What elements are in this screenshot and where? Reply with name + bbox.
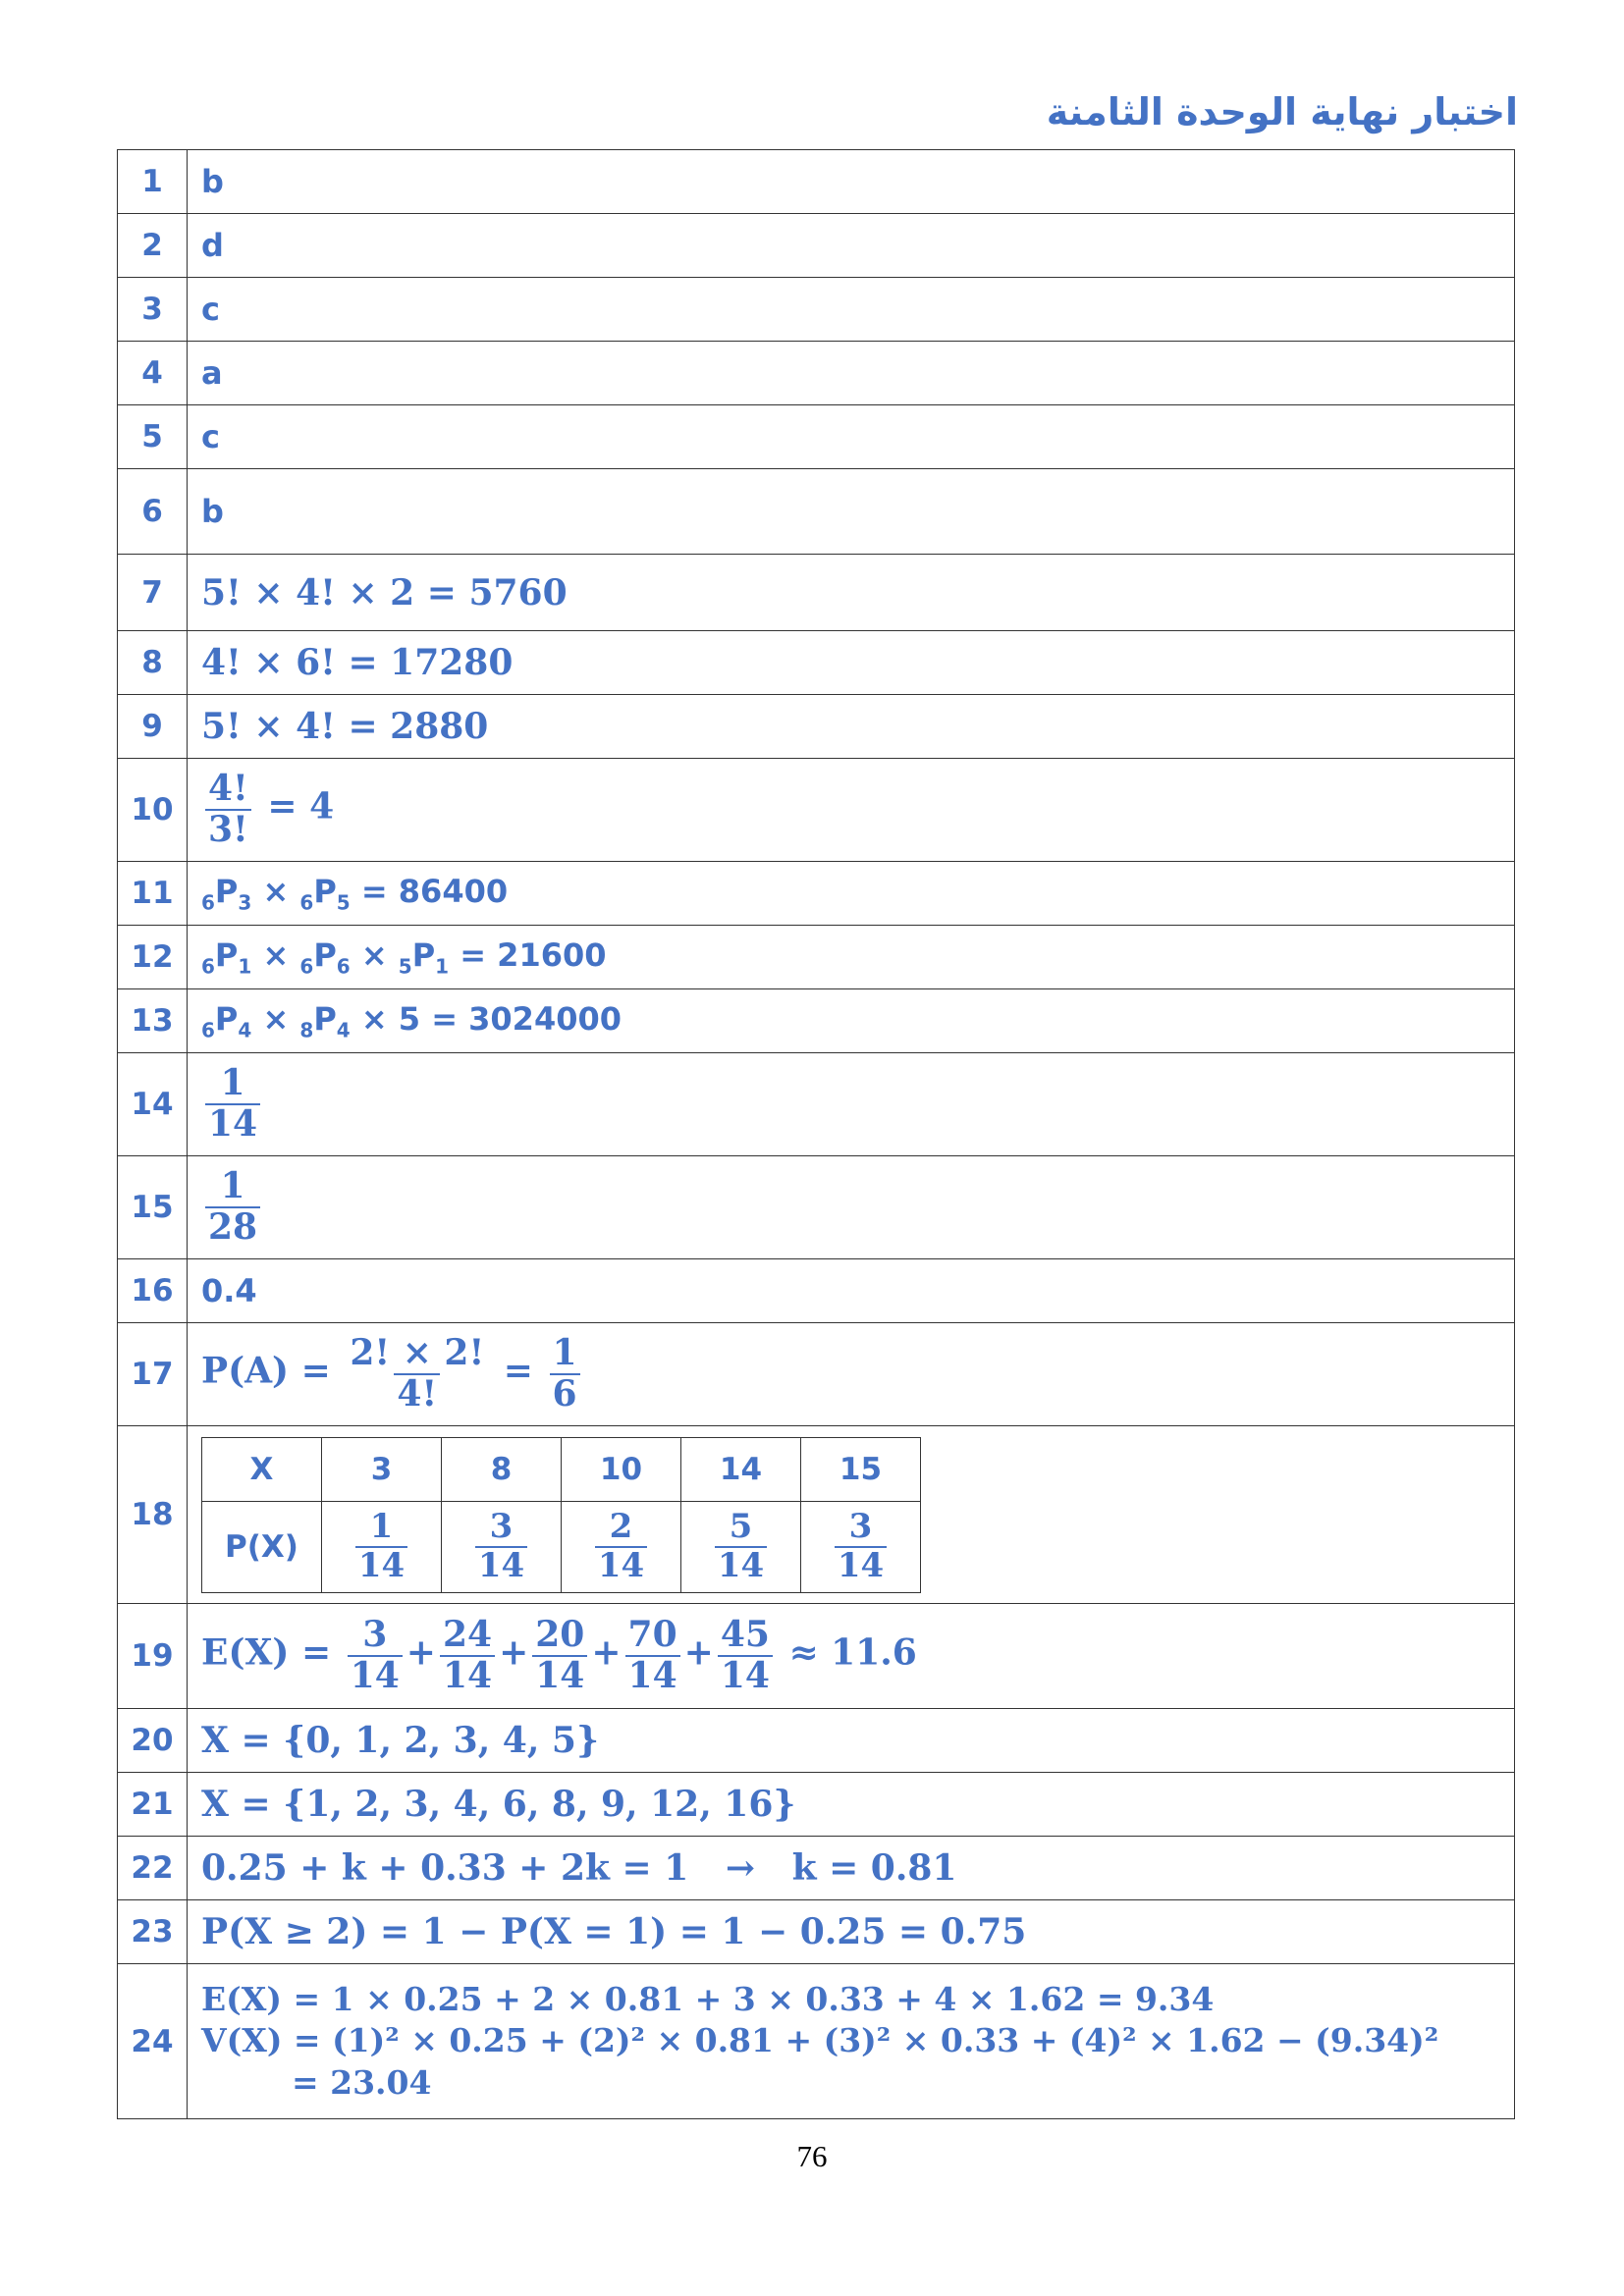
answer-formula: $_6P_4 \times _8P_4 \times 5 = 3024000$ xyxy=(188,989,1515,1053)
p-value xyxy=(322,1501,442,1592)
fraction-denominator: 14 xyxy=(718,1655,773,1696)
table-row xyxy=(118,1964,1515,2119)
fraction-numerator: 5 xyxy=(729,1507,753,1547)
fraction-numerator: 3 xyxy=(362,1614,388,1656)
fraction-denominator: 14 xyxy=(532,1655,587,1696)
fraction-denominator: 14 xyxy=(595,1546,647,1584)
fraction-numerator: 1 xyxy=(220,1062,245,1104)
page-title: اختبار نهاية الوحدة الثامنة xyxy=(1046,90,1518,133)
table-row xyxy=(118,342,1515,405)
expectation-line: E(X) = 1 × 0.25 + 2 × 0.81 + 3 × 0.33 + 4 × 1.62 = 9.34 xyxy=(201,1980,1215,2019)
fraction-denominator: 28 xyxy=(205,1206,260,1248)
table-row xyxy=(118,759,1515,862)
answer: c xyxy=(188,405,1515,469)
table-row xyxy=(118,1837,1515,1900)
fraction-denominator: 3! xyxy=(205,809,251,850)
answer-formula: P(X ≥ 2) = 1 − P(X = 1) = 1 − 0.25 = 0.75 xyxy=(188,1900,1515,1964)
question-number: 7 xyxy=(118,555,188,631)
x-header: X xyxy=(202,1437,322,1501)
question-number: 18 xyxy=(118,1426,188,1604)
table-row xyxy=(118,989,1515,1053)
fraction xyxy=(347,1334,487,1414)
answer: a xyxy=(188,342,1515,405)
plus-sign: + xyxy=(683,1632,714,1674)
table-row xyxy=(118,1604,1515,1709)
question-number: 24 xyxy=(118,1964,188,2119)
question-number: 1 xyxy=(118,150,188,214)
fraction xyxy=(550,1334,580,1414)
question-number: 2 xyxy=(118,214,188,278)
fraction-denominator: 14 xyxy=(835,1546,887,1584)
answer-result: = 86400 xyxy=(360,872,509,910)
table-row xyxy=(118,926,1515,989)
question-number: 8 xyxy=(118,631,188,695)
answer-formula xyxy=(188,1323,1515,1426)
p-value xyxy=(442,1501,562,1592)
fraction xyxy=(205,1064,260,1144)
question-number: 13 xyxy=(118,989,188,1053)
fraction-denominator: 14 xyxy=(205,1103,260,1145)
answer-formula: 5! × 4! = 2880 xyxy=(188,695,1515,759)
p-header: P(X) xyxy=(202,1501,322,1592)
fraction-numerator: 2! × 2! xyxy=(350,1332,485,1374)
fraction-denominator: 14 xyxy=(715,1546,767,1584)
x-value: 3 xyxy=(322,1437,442,1501)
answer-formula xyxy=(188,1604,1515,1709)
question-number: 22 xyxy=(118,1837,188,1900)
fraction-denominator: 4! xyxy=(394,1373,440,1415)
answer-formula: $_6P_1 \times _6P_6 \times _5P_1 = 21600$ xyxy=(188,926,1515,989)
fraction-denominator: 14 xyxy=(348,1655,403,1696)
answer-formula xyxy=(188,1964,1515,2119)
question-number: 21 xyxy=(118,1773,188,1837)
plus-sign: + xyxy=(591,1632,622,1674)
fraction-numerator: 24 xyxy=(442,1614,493,1656)
answer-formula: 0.25 + k + 0.33 + 2k = 1 → k = 0.81 xyxy=(188,1837,1515,1900)
question-number: 15 xyxy=(118,1156,188,1259)
formula-lhs: E(X) = xyxy=(201,1632,332,1674)
fraction-numerator: 3 xyxy=(848,1507,873,1547)
table-row xyxy=(118,555,1515,631)
x-value: 10 xyxy=(562,1437,681,1501)
answer: b xyxy=(188,469,1515,555)
table-row xyxy=(118,405,1515,469)
table-row xyxy=(118,214,1515,278)
approx-result: ≈ 11.6 xyxy=(788,1632,917,1674)
distribution-cell xyxy=(188,1426,1515,1604)
variance-line: V(X) = (1)² × 0.25 + (2)² × 0.81 + (3)² × 0.33 + (4)² × 1.62 − (9.34)² xyxy=(201,2021,1439,2060)
question-number: 9 xyxy=(118,695,188,759)
p-value xyxy=(681,1501,801,1592)
p-value xyxy=(562,1501,681,1592)
answer: c xyxy=(188,278,1515,342)
fraction-numerator: 3 xyxy=(489,1507,514,1547)
fraction-denominator: 14 xyxy=(355,1546,407,1584)
fraction-denominator: 14 xyxy=(440,1655,495,1696)
fraction-numerator: 45 xyxy=(720,1614,770,1656)
table-row xyxy=(118,1709,1515,1773)
table-row xyxy=(118,1259,1515,1323)
table-row xyxy=(118,1900,1515,1964)
plus-sign: + xyxy=(499,1632,529,1674)
table-row xyxy=(118,1053,1515,1156)
x-value: 14 xyxy=(681,1437,801,1501)
x-value: 15 xyxy=(801,1437,921,1501)
formula-lhs: P(A) = xyxy=(201,1351,331,1392)
table-row xyxy=(118,631,1515,695)
answer-formula xyxy=(188,1156,1515,1259)
plus-sign: + xyxy=(406,1632,436,1674)
answer-formula: 5! × 4! × 2 = 5760 xyxy=(188,555,1515,631)
fraction-numerator: 1 xyxy=(552,1332,577,1374)
table-row xyxy=(118,862,1515,926)
answer-key-table xyxy=(117,149,1515,2119)
x-value: 8 xyxy=(442,1437,562,1501)
table-row xyxy=(118,1323,1515,1426)
fraction-denominator: 6 xyxy=(550,1373,580,1415)
answer: b xyxy=(188,150,1515,214)
table-row xyxy=(118,150,1515,214)
fraction-numerator: 20 xyxy=(535,1614,585,1656)
question-number: 14 xyxy=(118,1053,188,1156)
question-number: 12 xyxy=(118,926,188,989)
answer-formula xyxy=(188,1053,1515,1156)
equals-result: = 4 xyxy=(267,786,335,828)
p-row xyxy=(202,1501,921,1592)
question-number: 16 xyxy=(118,1259,188,1323)
question-number: 4 xyxy=(118,342,188,405)
fraction-numerator: 1 xyxy=(369,1507,394,1547)
probability-distribution-table xyxy=(201,1437,921,1593)
question-number: 17 xyxy=(118,1323,188,1426)
fraction xyxy=(205,1167,260,1247)
question-number: 10 xyxy=(118,759,188,862)
fraction-numerator: 70 xyxy=(627,1614,677,1656)
p-value xyxy=(801,1501,921,1592)
table-row xyxy=(118,278,1515,342)
page-number: 76 xyxy=(796,2139,828,2173)
answer-formula xyxy=(188,759,1515,862)
equals-sign: = xyxy=(503,1351,533,1392)
answer-formula: X = {0, 1, 2, 3, 4, 5} xyxy=(188,1709,1515,1773)
question-number: 6 xyxy=(118,469,188,555)
table-row xyxy=(118,1156,1515,1259)
table-row xyxy=(118,1426,1515,1604)
table-row xyxy=(118,469,1515,555)
answer-result: = 21600 xyxy=(460,935,607,974)
variance-result: = 23.04 xyxy=(292,2062,432,2102)
x-row xyxy=(202,1437,921,1501)
answer-formula: X = {1, 2, 3, 4, 6, 8, 9, 12, 16} xyxy=(188,1773,1515,1837)
fraction-numerator: 2 xyxy=(609,1507,633,1547)
question-number: 3 xyxy=(118,278,188,342)
question-number: 23 xyxy=(118,1900,188,1964)
fraction-numerator: 1 xyxy=(220,1165,245,1207)
fraction-numerator: 4! xyxy=(208,768,248,810)
answer-formula: 4! × 6! = 17280 xyxy=(188,631,1515,695)
answer-formula: $_6P_3 \times _6P_5 = 86400$ xyxy=(188,862,1515,926)
fraction xyxy=(205,770,251,849)
answer: d xyxy=(188,214,1515,278)
question-number: 20 xyxy=(118,1709,188,1773)
question-number: 19 xyxy=(118,1604,188,1709)
fraction-denominator: 14 xyxy=(625,1655,680,1696)
answer-result: × 5 = 3024000 xyxy=(360,999,622,1038)
answer: 0.4 xyxy=(188,1259,1515,1323)
table-row xyxy=(118,695,1515,759)
table-row xyxy=(118,1773,1515,1837)
question-number: 5 xyxy=(118,405,188,469)
question-number: 11 xyxy=(118,862,188,926)
fraction-denominator: 14 xyxy=(475,1546,527,1584)
